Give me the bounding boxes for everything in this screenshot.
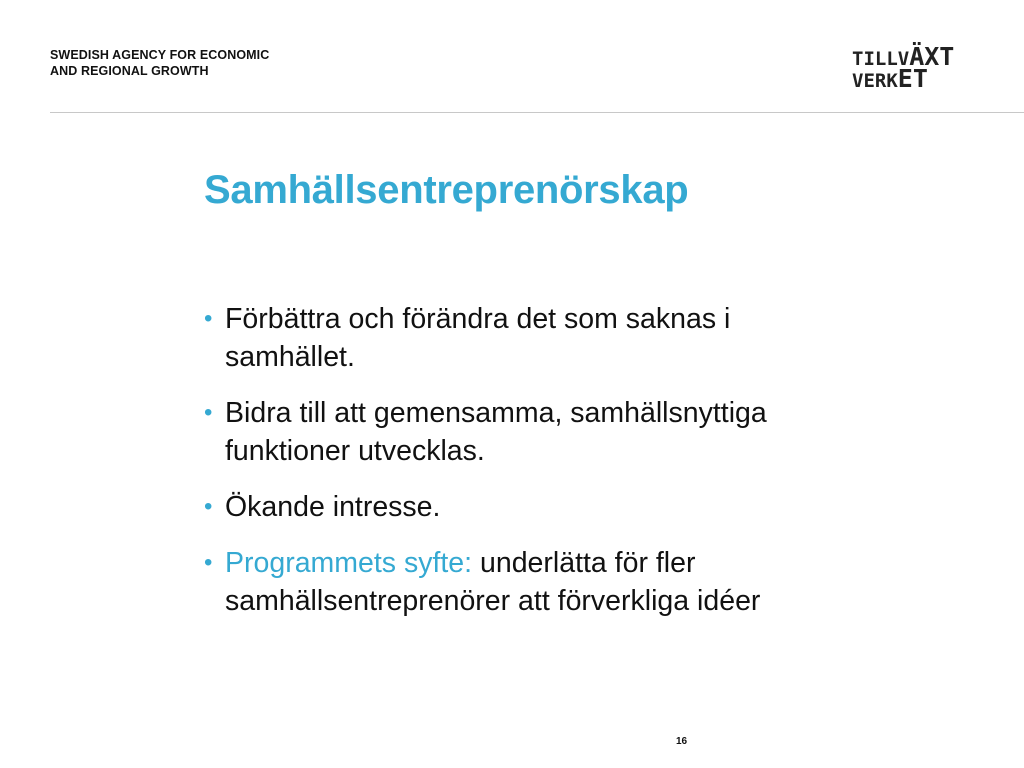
logo-row-2: VERKET [852,64,928,93]
bullet-icon: • [204,493,213,520]
bullet-item: • Bidra till att gemensamma, samhällsnyttiga funktioner utvecklas. [204,394,904,470]
bullet-list [204,300,904,638]
agency-name-line-2: AND REGIONAL GROWTH [50,64,209,78]
logo-row-1: TILLVÄXT [852,42,955,71]
bullet-icon: • [204,305,213,332]
tillvaxtverket-logo [852,38,982,94]
bullet-item: • Programmets syfte: underlätta för fler samhällsentreprenörer att förverkliga idéer [204,544,904,620]
agency-name [50,47,269,79]
bullet-item: • Förbättra och förändra det som saknas i samhället. [204,300,904,376]
slide-title: Samhällsentreprenörskap [204,168,689,212]
agency-name-line-1: SWEDISH AGENCY FOR ECONOMIC [50,48,270,62]
program-purpose-label: Programmets syfte: [225,547,473,579]
bullet-item: • Ökande intresse. [204,488,904,526]
bullet-icon: • [204,549,213,576]
header-divider [50,112,1024,113]
bullet-icon: • [204,399,213,426]
page-number: 16 [676,736,688,747]
